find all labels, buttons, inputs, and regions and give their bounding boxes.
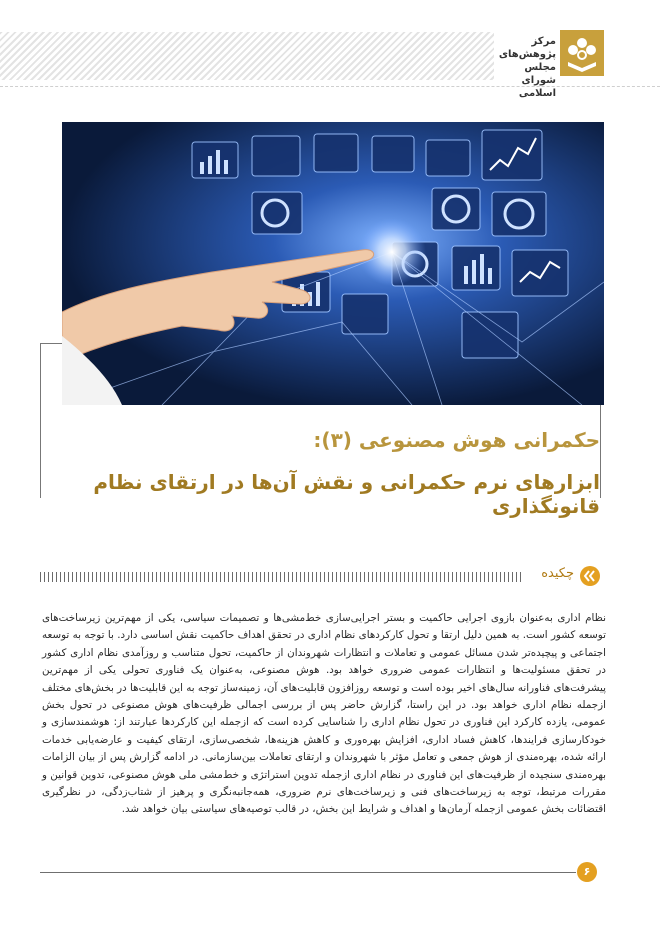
- header-divider: [0, 86, 660, 87]
- page-number: ۶: [577, 862, 597, 882]
- hero-image: [62, 122, 604, 405]
- footer-divider: [40, 872, 576, 873]
- logo-icon: [560, 30, 604, 76]
- abstract-header: [40, 566, 600, 588]
- abstract-body: نظام اداری به‌عنوان بازوی اجرایی حاکمیت و بستر اجرایی‌سازی خط‌مشی‌ها و تصمیمات سیاسی، یکی از مهم‌ترین زیرساخت‌های توسعه کشور است. به همین دلیل ارتقا و تحول کارکردهای نظام اداری در تحقق اهداف حاکمیت نقش اساسی دارد. با توجه به توسعه اجتماعی و پیچیده‌تر شدن مسائل عمومی و تعاملات و انتظارات شهروندان از حاکمیت، تحول متناسب و روزآمدی نظام اداری کشور در تحقق مسئولیت‌ها و انتظارات عمومی ضروری خواهد بود. هوش مصنوعی، به‌عنوان یک فناوری تحولی یکی از مهم‌ترین پیشرفت‌های فناورانه سال‌های اخیر بوده است و توسعه روزافزون قابلیت‌های آن، زمینه‌ساز توجه به این قابلیت‌ها در بخش‌های مختلف ازجمله نظام اداری خواهد بود. در این راستا، گزارش حاضر پس از بررسی اجمالی ظرفیت‌های هوش مصنوعی در تحول بخش عمومی، یازده کارکرد این فناوری در تحول نظام اداری را شناسایی کرده است که ازجمله این کارکردها عبارتند از: هوشمندسازی و خودکارسازی فرایندها، کاهش فساد اداری، افزایش بهره‌وری و کاهش هزینه‌ها، شخصی‌سازی، ارتقای کیفیت و عارضه‌یابی خدمات ارائه شده، بهره‌مندی از هوش جمعی و تعامل مؤثر با شهروندان و ارتقای تعاملات بین‌سازمانی. در ادامه گزارش پس از بیان الزامات بهره‌مندی سنجیده از ظرفیت‌های این فناوری در نظام اداری ازجمله تدوین استراتژی و خط‌مشی ملی هوش مصنوعی، تدوین قوانین و مقررات مرتبط، توجه به زیرساخت‌های فنی و زیرساخت‌های نرم ضروری، همه‌جانبه‌نگری و پرهیز از شتاب‌زدگی، در نظرگیری اقتضائات بخش عمومی ازجمله آرمان‌ها و اهداف و شرایط این بخش، در قالب توصیه‌های سیاستی بیان خواهد شد.: [42, 612, 606, 816]
- article-title-line1: حکمرانی هوش مصنوعی (۳):: [313, 428, 600, 452]
- logo-text: مرکز پژوهش‌های مجلس شورای اسلامی: [498, 36, 556, 99]
- chevron-left-icon: [580, 566, 600, 586]
- abstract-heading: چکیده: [541, 566, 574, 581]
- article-title-line2: ابزارهای نرم حکمرانی و نقش آن‌ها در ارتقای نظام قانونگذاری: [93, 470, 600, 518]
- abstract-divider: [40, 572, 522, 582]
- header-hatch-pattern: [0, 32, 494, 80]
